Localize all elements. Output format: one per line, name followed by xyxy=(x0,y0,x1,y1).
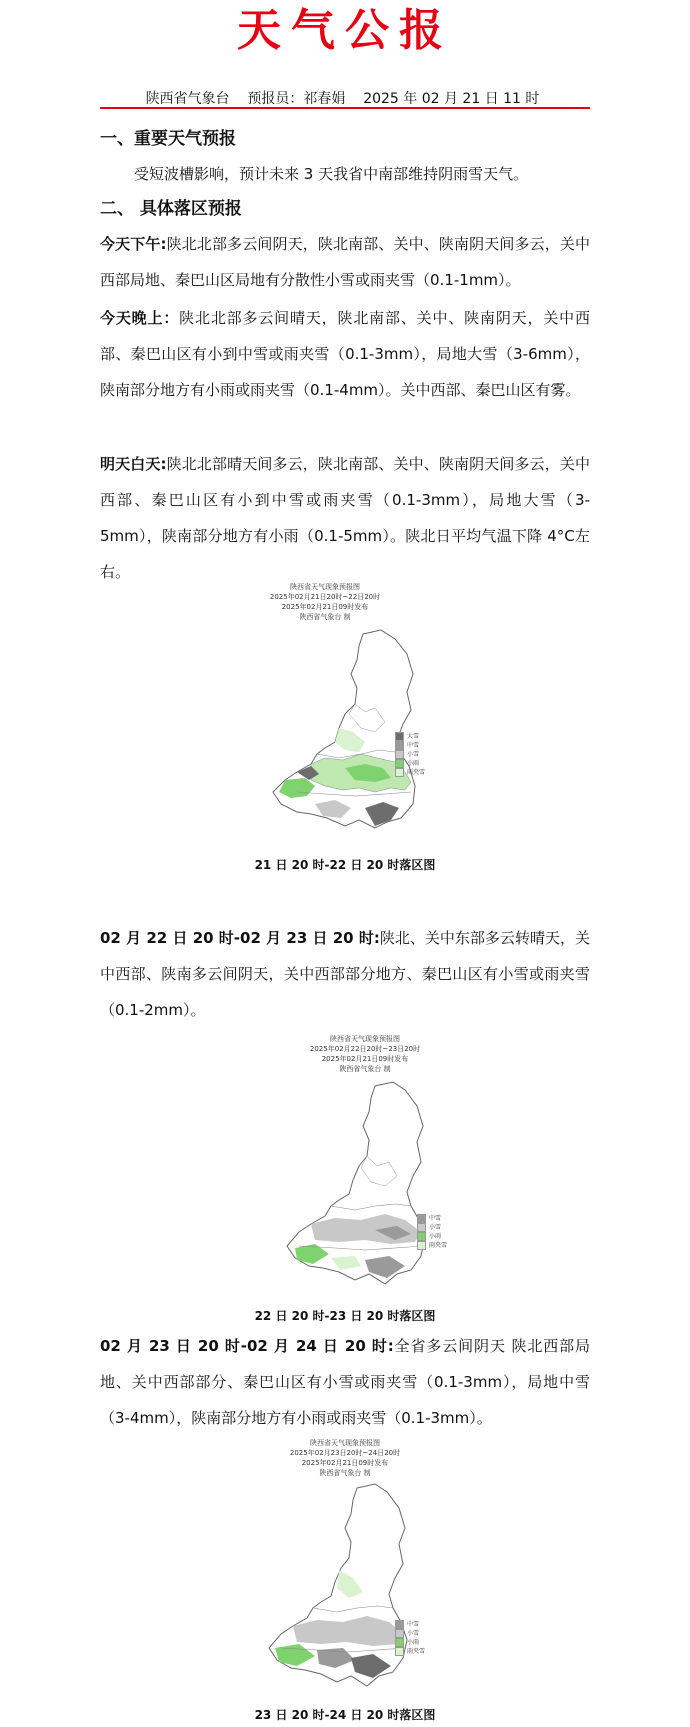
period-label: 明天白天: xyxy=(100,455,167,473)
map-legend: 中雪 小雪 小雨 雨夹雪 xyxy=(417,1214,447,1250)
map-legend: 中雪 小雪 小雨 雨夹雪 xyxy=(395,1620,425,1656)
period-this-afternoon xyxy=(100,226,590,298)
period-tonight xyxy=(100,300,590,408)
map-caption-1: 21 日 20 时-22 日 20 时落区图 xyxy=(254,858,436,872)
shaanxi-map-1 xyxy=(215,582,475,832)
bulletin-title: 天气公报 xyxy=(237,5,453,56)
map-caption-2: 22 日 20 时-23 日 20 时落区图 xyxy=(254,1309,436,1323)
period-label: 今天下午: xyxy=(100,235,167,253)
forecast-map-2 xyxy=(265,1034,465,1304)
map-caption-3: 23 日 20 时-24 日 20 时落区图 xyxy=(254,1708,436,1722)
map-legend: 大雪 中雪 小雪 小雨 雨夹雪 xyxy=(395,732,425,777)
header-divider xyxy=(100,107,590,109)
section-heading-important: 一、重要天气预报 xyxy=(100,129,236,149)
map-title-block: 陕西省天气现象预报图 2025年02月23日20时~24日20时 2025年02月21日09时发布 陕西省气象台 制 xyxy=(289,1439,401,1477)
period-text: 陕北北部多云间晴天，陕北南部、关中、陕南阴天，关中西部、秦巴山区有小到中雪或雨夹雪（0.1-3mm），局地大雪（3-6mm），陕南部分地方有小雨或雨夹雪（0.1-4mm）。关中西部、秦巴山区有雾。 xyxy=(100,309,590,399)
period-text: 陕北北部晴天间多云，陕北南部、关中、陕南阴天间多云，关中西部、秦巴山区有小到中雪或雨夹雪（0.1-3mm），局地大雪（3-5mm），陕南部分地方有小雨（0.1-5mm）。陕北日平均气温下降 4°C左右。 xyxy=(100,455,590,581)
period-label: 02 月 23 日 20 时-02 月 24 日 20 时: xyxy=(100,1337,394,1355)
period-tomorrow-day xyxy=(100,446,590,590)
issue-datetime: 2025 年 02 月 21 日 11 时 xyxy=(363,91,540,107)
map-title-block: 陕西省天气现象预报图 2025年02月22日20时~23日20时 2025年02月21日09时发布 陕西省气象台 制 xyxy=(309,1035,421,1073)
period-text: 陕北北部多云间阴天，陕北南部、关中、陕南阴天间多云，关中西部局地、秦巴山区局地有分散性小雪或雨夹雪（0.1-1mm）。 xyxy=(100,235,590,289)
forecast-map-3 xyxy=(245,1438,465,1700)
map-title-block: 陕西省天气现象预报图 2025年02月21日20时~22日20时 2025年02月21日09时发布 陕西省气象台 制 xyxy=(269,583,381,621)
shaanxi-map-2 xyxy=(265,1034,465,1304)
org-name: 陕西省气象台 xyxy=(145,91,230,107)
period-feb22-23 xyxy=(100,920,590,1028)
forecaster: 预报员：祁春娟 xyxy=(247,91,346,107)
period-feb23-24 xyxy=(100,1328,590,1436)
period-label: 02 月 22 日 20 时-02 月 23 日 20 时: xyxy=(100,929,380,947)
period-label: 今天晚上： xyxy=(100,309,180,327)
section-heading-detail: 二、 具体落区预报 xyxy=(100,199,242,219)
section-body-important: 受短波槽影响，预计未来 3 天我省中南部维持阴雨雪天气。 xyxy=(134,165,529,183)
shaanxi-map-3 xyxy=(245,1438,465,1700)
forecast-map-1 xyxy=(215,582,475,832)
period-text: 陕北、关中东部多云转晴天，关中西部、陕南多云间阴天，关中西部部分地方、秦巴山区有小雪或雨夹雪（0.1-2mm）。 xyxy=(100,929,590,1019)
header-info xyxy=(100,90,585,108)
period-text: 全省多云间阴天 陕北西部局地、关中西部部分、秦巴山区有小雪或雨夹雪（0.1-3mm），局地中雪（3-4mm），陕南部分地方有小雨或雨夹雪（0.1-3mm）。 xyxy=(100,1337,590,1427)
